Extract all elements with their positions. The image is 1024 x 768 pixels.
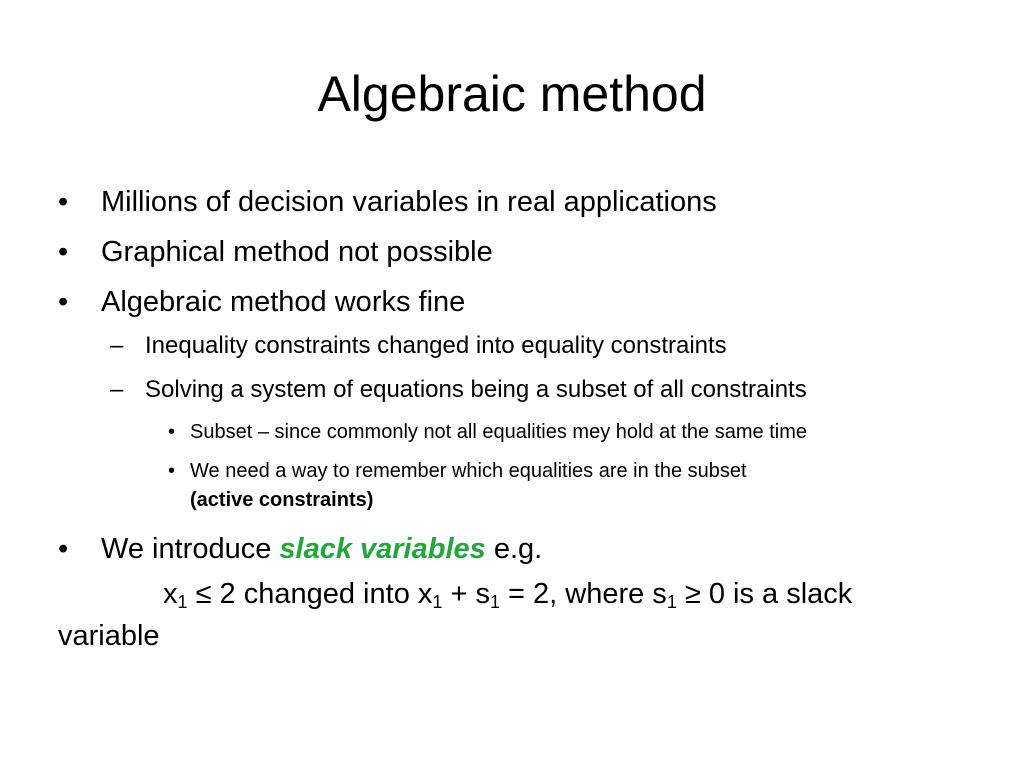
- bullet-text: Algebraic method works fine: [101, 286, 466, 318]
- dash-marker: –: [110, 376, 124, 403]
- sub-bullet-text: Solving a system of equations being a subset of all constraints: [145, 376, 807, 403]
- formula-line: [58, 573, 898, 657]
- bullet-marker: •: [168, 421, 176, 443]
- sub-sub-bullet-item: [168, 418, 970, 447]
- sub-bullet-item: [100, 374, 865, 406]
- bullet-marker: •: [58, 286, 69, 318]
- bullet-text: Millions of decision variables in real applications: [101, 186, 717, 218]
- bullet-item: [58, 529, 958, 569]
- slack-variables-highlight: slack variables: [279, 533, 486, 565]
- bullet-item: [58, 232, 958, 272]
- slide-body: [58, 182, 958, 657]
- sub-sub-bullet-item: [168, 457, 970, 515]
- bullet-marker: •: [58, 533, 69, 565]
- formula-part: ≥ 0 is a slack variable: [58, 578, 853, 652]
- bullet-marker: •: [58, 186, 69, 218]
- sub-sub-bullet-text: We need a way to remember which equalities are in the subset: [190, 460, 747, 482]
- bullet-text-prefix: We introduce: [101, 533, 280, 565]
- formula-sub: 1: [489, 592, 500, 612]
- sub-bullet-text: Inequality constraints changed into equality constraints: [145, 332, 727, 359]
- formula-part: + s: [442, 578, 490, 610]
- formula-part: ≤ 2 changed into x: [187, 578, 433, 610]
- bullet-marker: •: [168, 460, 176, 482]
- bullet-text-suffix: e.g.: [485, 533, 543, 565]
- formula-part: = 2, where s: [499, 578, 667, 610]
- formula-sub: 1: [666, 592, 677, 612]
- sub-sub-bullet-text: Subset – since commonly not all equalities mey hold at the same time: [190, 421, 807, 443]
- bullet-text: Graphical method not possible: [101, 236, 493, 268]
- bullet-item: [58, 282, 958, 322]
- active-constraints-label: (active constraints): [190, 489, 374, 511]
- formula-x: x: [163, 578, 178, 610]
- formula-sub: 1: [177, 592, 188, 612]
- slide-title: Algebraic method: [317, 66, 707, 122]
- formula-sub: 1: [432, 592, 443, 612]
- dash-marker: –: [110, 332, 124, 359]
- bullet-marker: •: [58, 236, 69, 268]
- bullet-item: [58, 182, 958, 222]
- sub-bullet-item: [100, 330, 958, 362]
